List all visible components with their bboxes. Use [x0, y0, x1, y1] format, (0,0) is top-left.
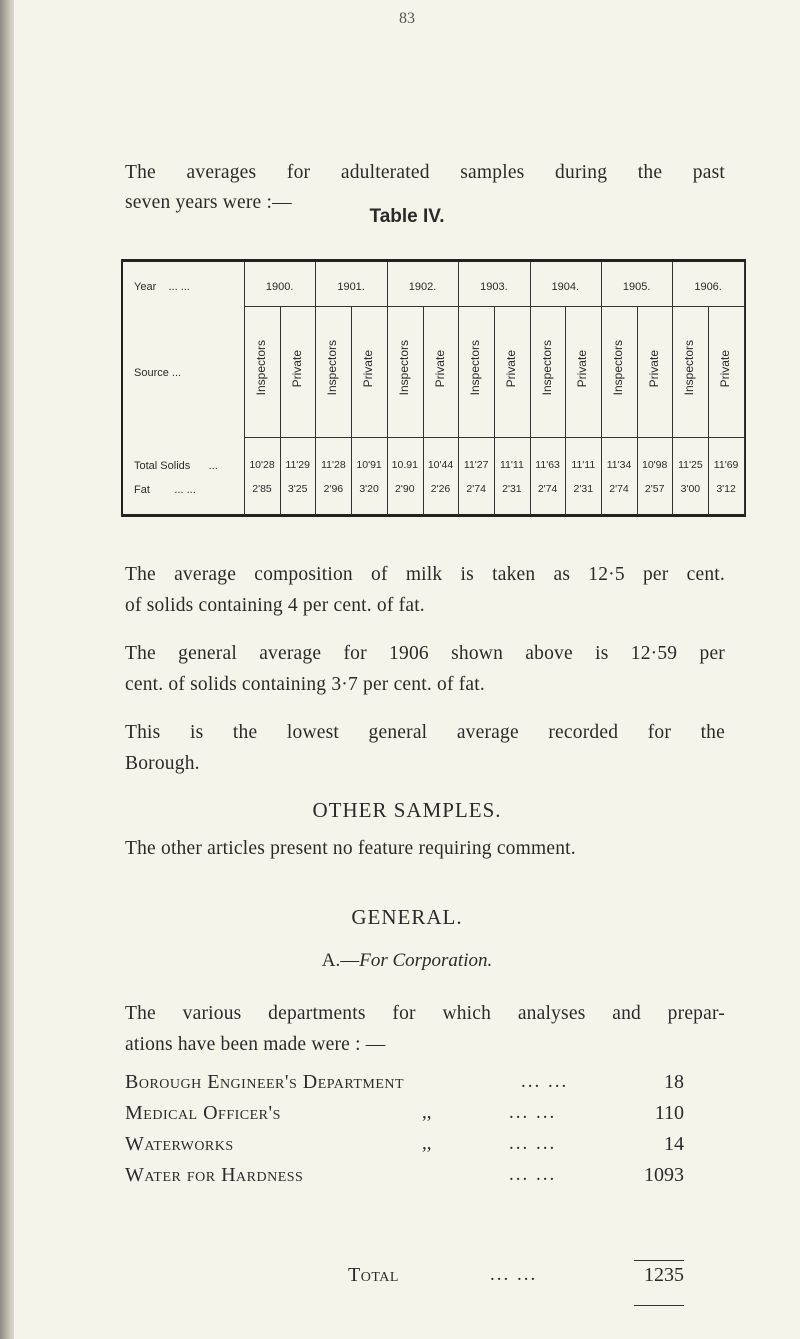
para1-line-1: The average composition of milk is taken as 12·5 per cent.	[125, 564, 725, 585]
ditto-mark: ,,	[422, 1133, 432, 1154]
source-row-label: Source ...	[134, 367, 182, 379]
para5-line-1: The various departments for which analyses and prepar-	[125, 1003, 725, 1024]
paragraph-average-composition	[125, 559, 725, 621]
table-column-rule	[315, 262, 316, 515]
total-value: 1235	[644, 1264, 684, 1286]
source-private: Private	[289, 350, 304, 388]
table-cell: 3'20	[359, 483, 379, 495]
subheading-for-corporation: A.—For Corporation.	[321, 950, 493, 971]
source-private: Private	[575, 350, 590, 388]
department-count: 18	[664, 1071, 684, 1093]
total-rule-top	[634, 1260, 684, 1261]
table-iv	[121, 259, 746, 517]
table-cell: 10'98	[642, 459, 668, 471]
table-cell: 11'27	[463, 459, 489, 471]
table-cell: 2'31	[502, 483, 522, 495]
table-cell: 11'34	[606, 459, 632, 471]
year-header: 1901.	[337, 281, 365, 293]
source-inspectors: Inspectors	[396, 340, 411, 396]
department-name: Waterworks	[125, 1133, 234, 1155]
intro-line-2: seven years were :—	[125, 192, 292, 213]
heading-other-samples: OTHER SAMPLES.	[312, 798, 502, 822]
source-private: Private	[718, 350, 733, 388]
paragraph-departments	[125, 998, 725, 1060]
total-solids-label: Total Solids ...	[134, 460, 218, 472]
table-cell: 2'74	[466, 483, 486, 495]
table-header-rule	[244, 306, 744, 307]
department-name: Borough Engineer's Department	[125, 1071, 405, 1093]
year-header: 1906.	[694, 281, 722, 293]
list-dots: ... ...	[509, 1164, 557, 1185]
table-cell: 11'11	[499, 459, 524, 471]
department-count: 110	[654, 1102, 684, 1124]
table-column-rule	[244, 262, 245, 515]
paragraph-other-articles: The other articles present no feature requiring comment.	[125, 838, 576, 859]
list-dots: ... ...	[521, 1071, 569, 1092]
table-column-rule	[672, 262, 673, 515]
table-cell: 11'11	[571, 459, 596, 471]
source-inspectors: Inspectors	[325, 340, 340, 396]
heading-general: GENERAL.	[351, 905, 463, 929]
source-inspectors: Inspectors	[611, 340, 625, 396]
table-cell: 10'28	[249, 459, 275, 471]
table-source-rule	[244, 437, 744, 438]
year-header: 1902.	[408, 281, 437, 293]
table-cell: 2'85	[252, 483, 272, 495]
table-column-rule	[601, 262, 602, 515]
table-cell: 3'25	[287, 483, 308, 495]
paragraph-lowest-average	[125, 717, 725, 779]
table-cell: 10.91	[391, 459, 418, 471]
source-inspectors: Inspectors	[682, 340, 697, 396]
table-cell: 10'44	[427, 459, 454, 471]
total-dots: ... ...	[490, 1264, 538, 1285]
table-cell: 3'12	[716, 483, 736, 495]
department-name: Water for Hardness	[125, 1164, 304, 1186]
source-inspectors: Inspectors	[539, 340, 554, 396]
ditto-mark: ,,	[422, 1102, 432, 1123]
total-rule-bottom	[634, 1305, 684, 1306]
paragraph-general-average	[125, 638, 725, 700]
table-cell: 11'25	[678, 459, 703, 471]
table-cell: 2'31	[573, 483, 594, 495]
table-column-rule	[387, 262, 388, 515]
source-inspectors: Inspectors	[468, 340, 483, 396]
table-cell: 2'74	[537, 483, 558, 495]
department-count: 14	[664, 1133, 684, 1155]
table-cell: 2'96	[323, 483, 344, 495]
table-cell: 11'69	[713, 459, 739, 471]
para2-line-1: The general average for 1906 shown above is 12·59 per	[125, 643, 725, 664]
para1-line-2: of solids containing 4 per cent. of fat.	[125, 595, 425, 616]
year-header: 1905.	[622, 281, 651, 293]
source-private: Private	[646, 350, 661, 388]
table-column-rule	[458, 262, 459, 515]
department-count: 1093	[644, 1164, 684, 1186]
table-cell: 2'90	[395, 483, 415, 495]
table-cell: 2'57	[644, 483, 665, 495]
table-column-rule	[744, 262, 745, 515]
list-dots: ... ...	[509, 1102, 557, 1123]
source-private: Private	[361, 350, 376, 388]
document-page	[14, 0, 800, 1339]
table-cell: 11'28	[321, 459, 346, 471]
table-grid	[123, 262, 744, 514]
table-column-rule	[530, 262, 531, 515]
para2-line-2: cent. of solids containing 3·7 per cent. of fat.	[125, 674, 485, 695]
table-cell: 2'74	[609, 483, 629, 495]
year-header: 1903.	[480, 281, 508, 293]
table-cell: 11'29	[285, 459, 310, 471]
page-number: 83	[399, 10, 415, 27]
year-header: 1900.	[265, 281, 294, 293]
source-inspectors: Inspectors	[254, 340, 268, 396]
total-label: Total	[348, 1264, 399, 1286]
para3-line-2: Borough.	[125, 753, 200, 774]
table-cell: 3'00	[680, 483, 701, 495]
para5-line-2: ations have been made were : —	[125, 1034, 386, 1055]
intro-line-1: The averages for adulterated samples during the past	[125, 162, 725, 183]
table-cell: 10'91	[356, 459, 382, 471]
year-row-label: Year ... ...	[134, 281, 190, 293]
table-cell: 2'26	[430, 483, 451, 495]
list-dots: ... ...	[509, 1133, 557, 1154]
year-header: 1904.	[551, 281, 580, 293]
table-cell: 11'63	[535, 459, 560, 471]
para3-line-1: This is the lowest general average recorded for the	[125, 722, 725, 743]
fat-label: Fat ... ...	[134, 484, 196, 496]
source-private: Private	[503, 350, 518, 388]
source-private: Private	[432, 350, 447, 388]
department-name: Medical Officer's	[125, 1102, 281, 1124]
table-title: Table IV.	[369, 206, 445, 227]
